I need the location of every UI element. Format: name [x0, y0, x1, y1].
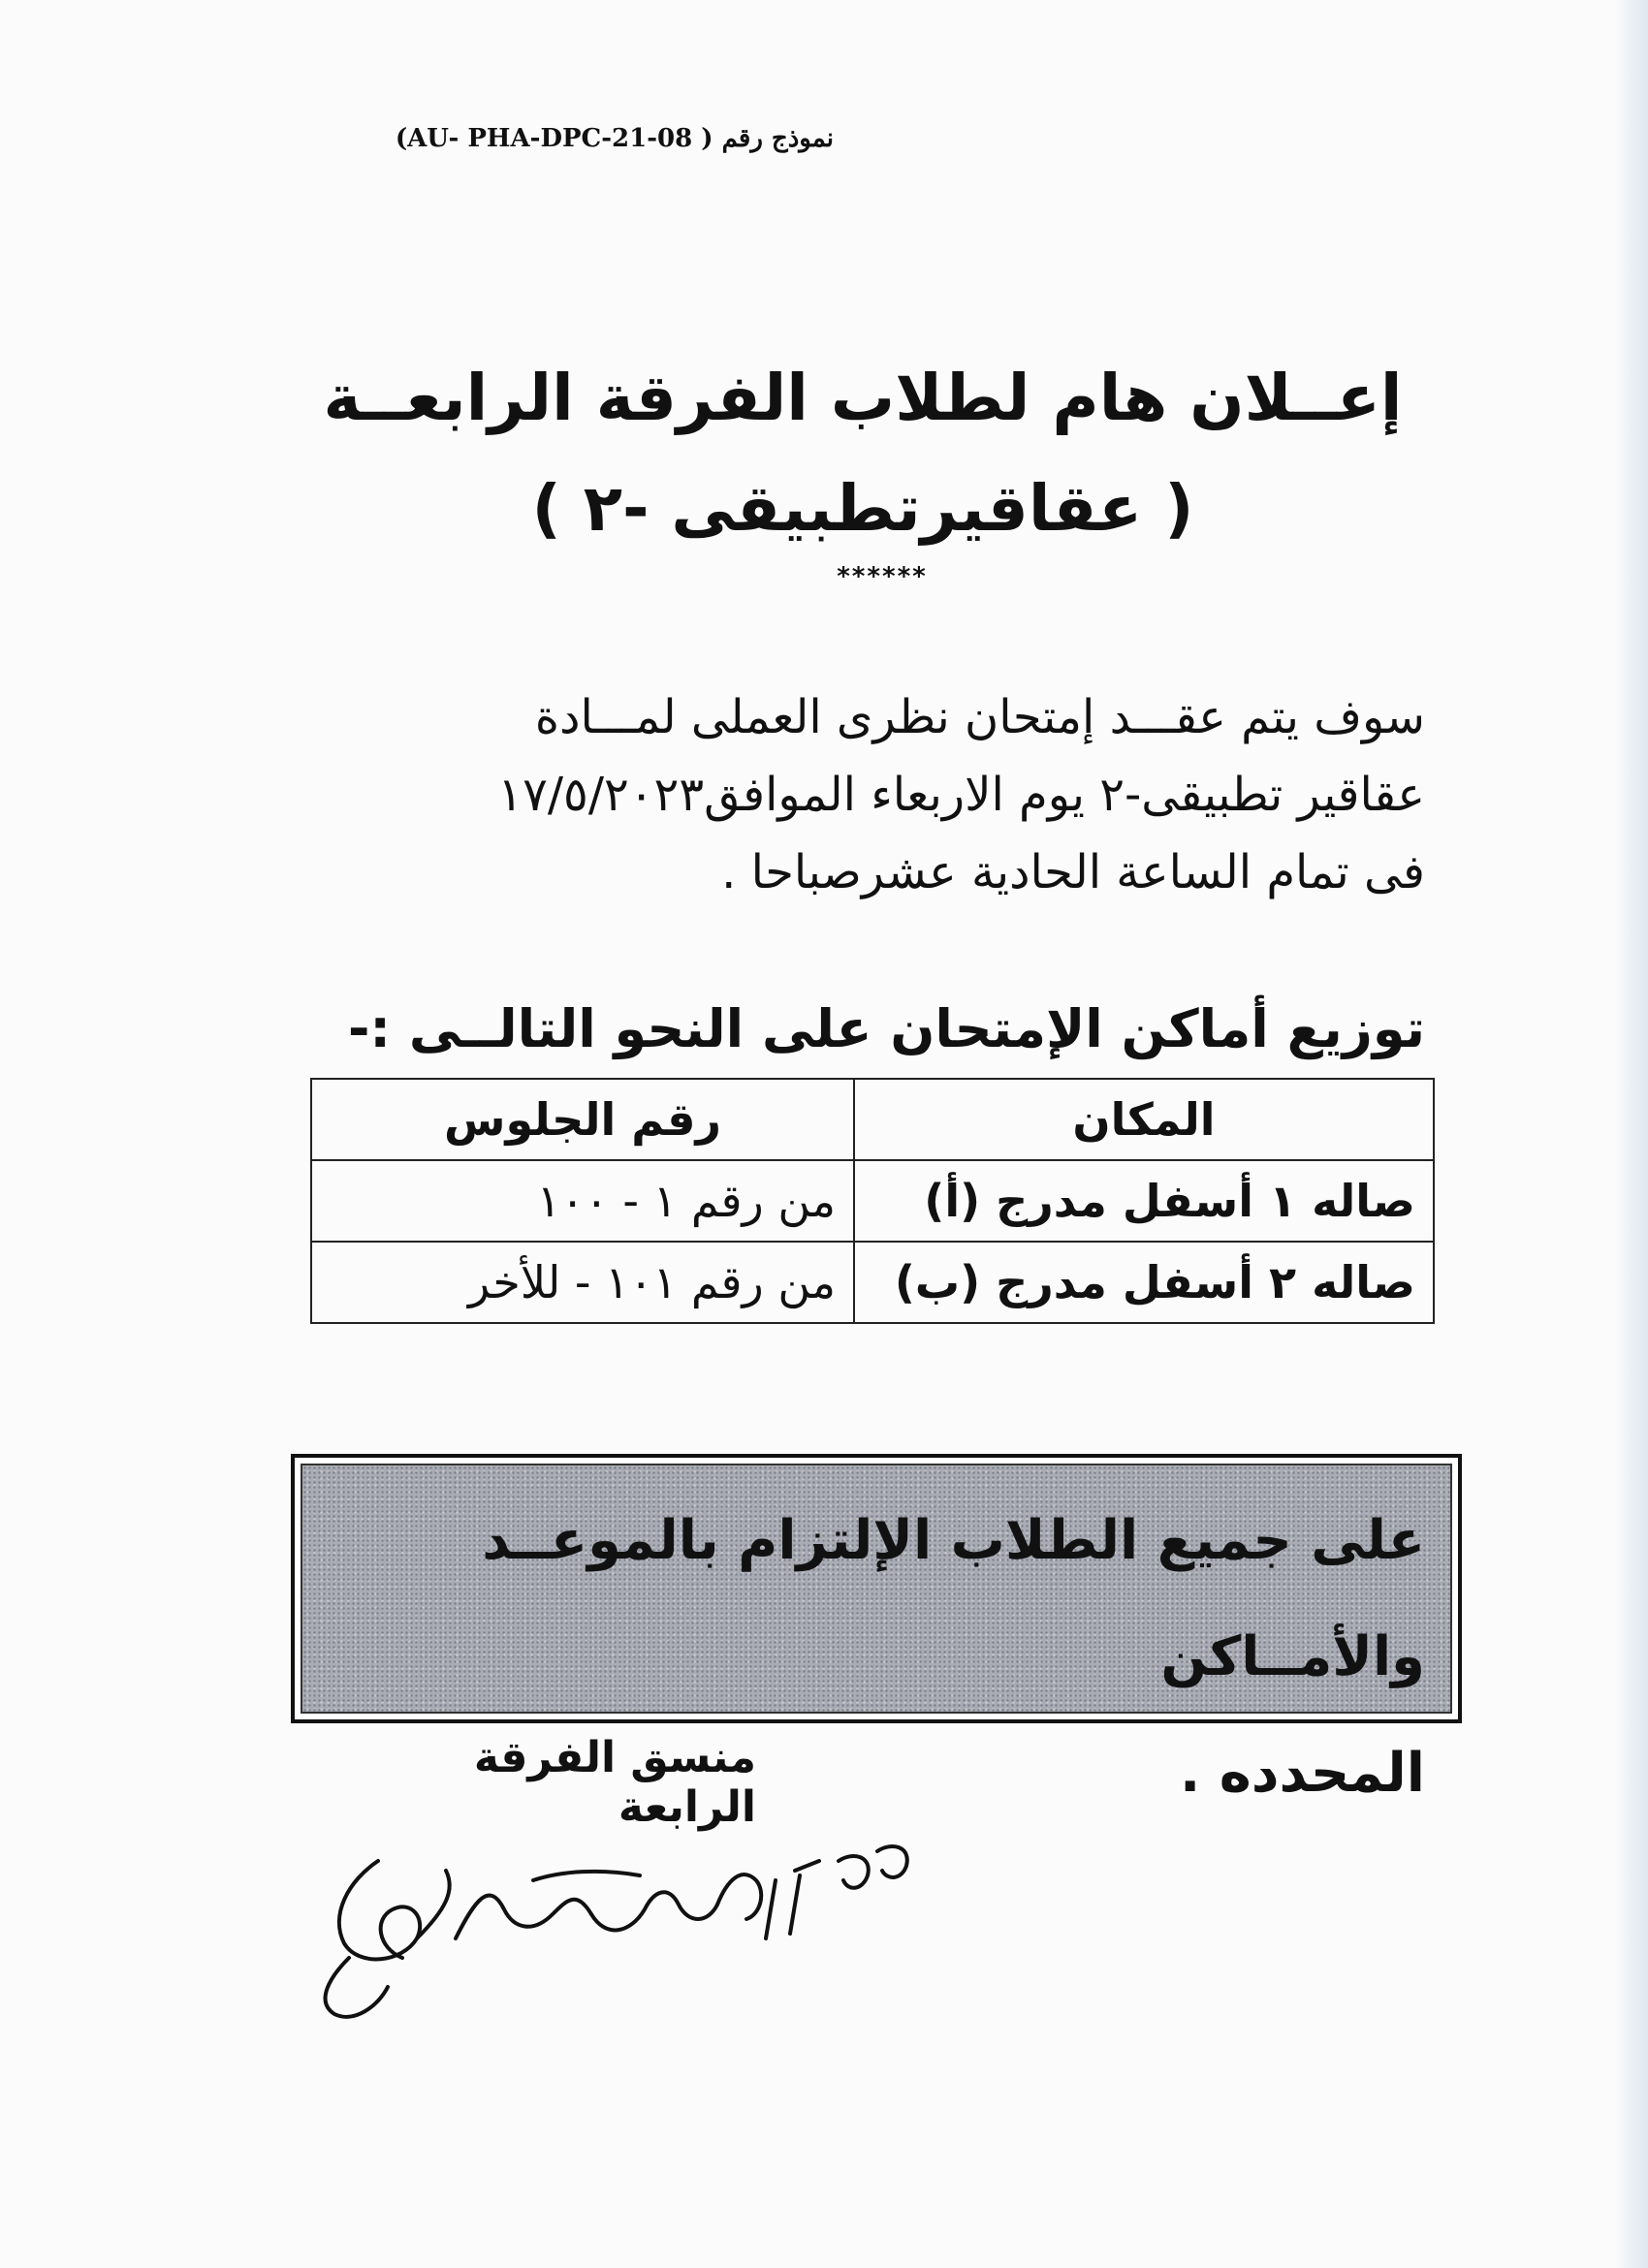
separator: ******: [837, 562, 928, 591]
row-1-seats: من رقم ١ - ١٠٠: [311, 1160, 854, 1242]
announcement-body: [368, 678, 1425, 911]
course-title: ( عقاقيرتطبيقى -٢ ): [531, 471, 1194, 546]
distribution-heading: توزيع أماكن الإمتحان على النحو التالــى :-: [348, 998, 1425, 1059]
notice-line-1: على جميع الطلاب الإلتزام بالموعــد والأمــاكن: [482, 1509, 1425, 1688]
body-line-1: سوف يتم عقـــد إمتحان نظرى العملى لمـــادة: [534, 690, 1425, 744]
header-seat-number: رقم الجلوس: [311, 1079, 854, 1160]
handwritten-signature: [310, 1822, 950, 2026]
body-line-2: عقاقير تطبيقى-٢ يوم الاربعاء الموافق١٧/٥/٢٠٢٣: [497, 768, 1425, 822]
coordinator-title: منسق الفرقة الرابعة: [473, 1733, 756, 1832]
page-edge: [1615, 0, 1648, 2268]
row-2-place: صاله ٢ أسفل مدرج (ب): [854, 1242, 1434, 1323]
table-row: [311, 1242, 1434, 1323]
header-place: المكان: [854, 1079, 1434, 1160]
announcement-title: إعــلان هام لطلاب الفرقة الرابعــة: [323, 361, 1403, 435]
table-header-row: [311, 1079, 1434, 1160]
seating-table: [310, 1078, 1435, 1324]
row-1-place: صاله ١ أسفل مدرج (أ): [854, 1160, 1434, 1242]
body-line-3: فى تمام الساعة الحادية عشرصباحا .: [721, 845, 1425, 899]
row-2-seats: من رقم ١٠١ - للأخر: [311, 1242, 854, 1323]
form-number: نموذج رقم ( AU- PHA-DPC-21-08): [395, 124, 834, 153]
notice-line-2: المحدده .: [1179, 1742, 1425, 1805]
table-row: [311, 1160, 1434, 1242]
